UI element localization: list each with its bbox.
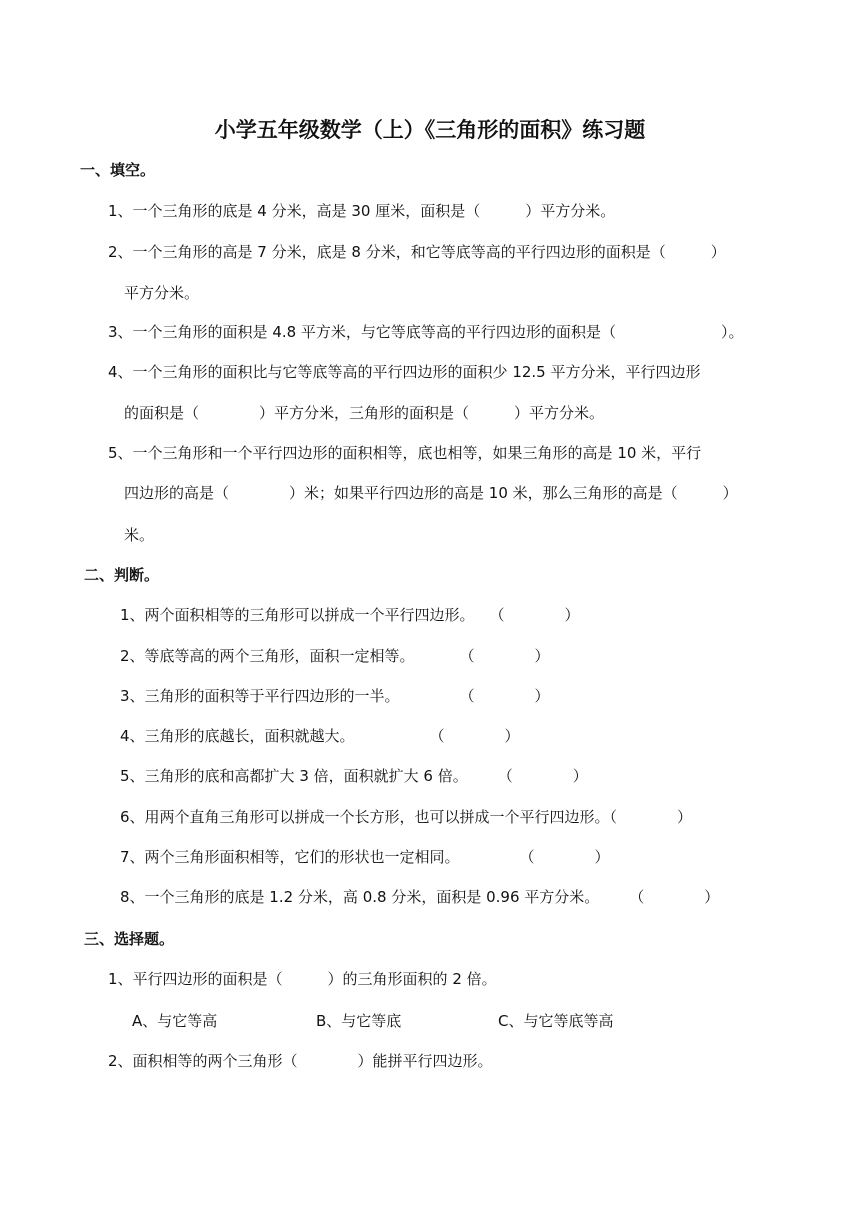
judge-item-7: 7、两个三角形面积相等，它们的形状也一定相同。 （ ）	[120, 848, 610, 866]
choice-option-b: B、与它等底	[316, 1012, 402, 1030]
fill-question-5-line-2: 四边形的高是（ ）米；如果平行四边形的高是 10 米，那么三角形的高是（ ）	[124, 484, 738, 502]
section-heading-judge: 二、判断。	[84, 566, 160, 584]
section-heading-choice: 三、选择题。	[84, 930, 175, 948]
section-heading-fill-in: 一、填空。	[80, 161, 156, 179]
page-title: 小学五年级数学（上）《三角形的面积》练习题	[214, 118, 646, 142]
choice-question-2: 2、面积相等的两个三角形（ ）能拼平行四边形。	[108, 1052, 493, 1070]
judge-item-3: 3、三角形的面积等于平行四边形的一半。 （ ）	[120, 687, 550, 705]
fill-question-2-line-1: 2、一个三角形的高是 7 分米，底是 8 分米，和它等底等高的平行四边形的面积是（ ）	[108, 243, 726, 261]
fill-question-5-line-1: 5、一个三角形和一个平行四边形的面积相等，底也相等，如果三角形的高是 10 米，平行	[108, 444, 702, 462]
fill-question-2-line-2: 平方分米。	[124, 284, 200, 302]
fill-question-4-line-1: 4、一个三角形的面积比与它等底等高的平行四边形的面积少 12.5 平方分米，平行四边形	[108, 363, 701, 381]
judge-item-2: 2、等底等高的两个三角形，面积一定相等。 （ ）	[120, 647, 550, 665]
judge-item-1: 1、两个面积相等的三角形可以拼成一个平行四边形。 （ ）	[120, 606, 580, 624]
fill-question-4-line-2: 的面积是（ ）平方分米，三角形的面积是（ ）平方分米。	[124, 404, 605, 422]
judge-item-5: 5、三角形的底和高都扩大 3 倍，面积就扩大 6 倍。 （ ）	[120, 767, 588, 785]
judge-item-8: 8、一个三角形的底是 1.2 分米，高 0.8 分米，面积是 0.96 平方分米。 （ ）	[120, 888, 720, 906]
judge-item-4: 4、三角形的底越长，面积就越大。 （ ）	[120, 727, 520, 745]
judge-item-6: 6、用两个直角三角形可以拼成一个长方形，也可以拼成一个平行四边形。（ ）	[120, 808, 693, 826]
fill-question-3: 3、一个三角形的面积是 4.8 平方米，与它等底等高的平行四边形的面积是（ ）。	[108, 323, 744, 341]
choice-question-1: 1、平行四边形的面积是（ ）的三角形面积的 2 倍。	[108, 970, 497, 988]
choice-option-a: A、与它等高	[132, 1012, 218, 1030]
fill-question-1: 1、一个三角形的底是 4 分米，高是 30 厘米，面积是（ ）平方分米。	[108, 202, 616, 220]
fill-question-5-line-3: 米。	[124, 526, 155, 544]
choice-option-c: C、与它等底等高	[498, 1012, 614, 1030]
